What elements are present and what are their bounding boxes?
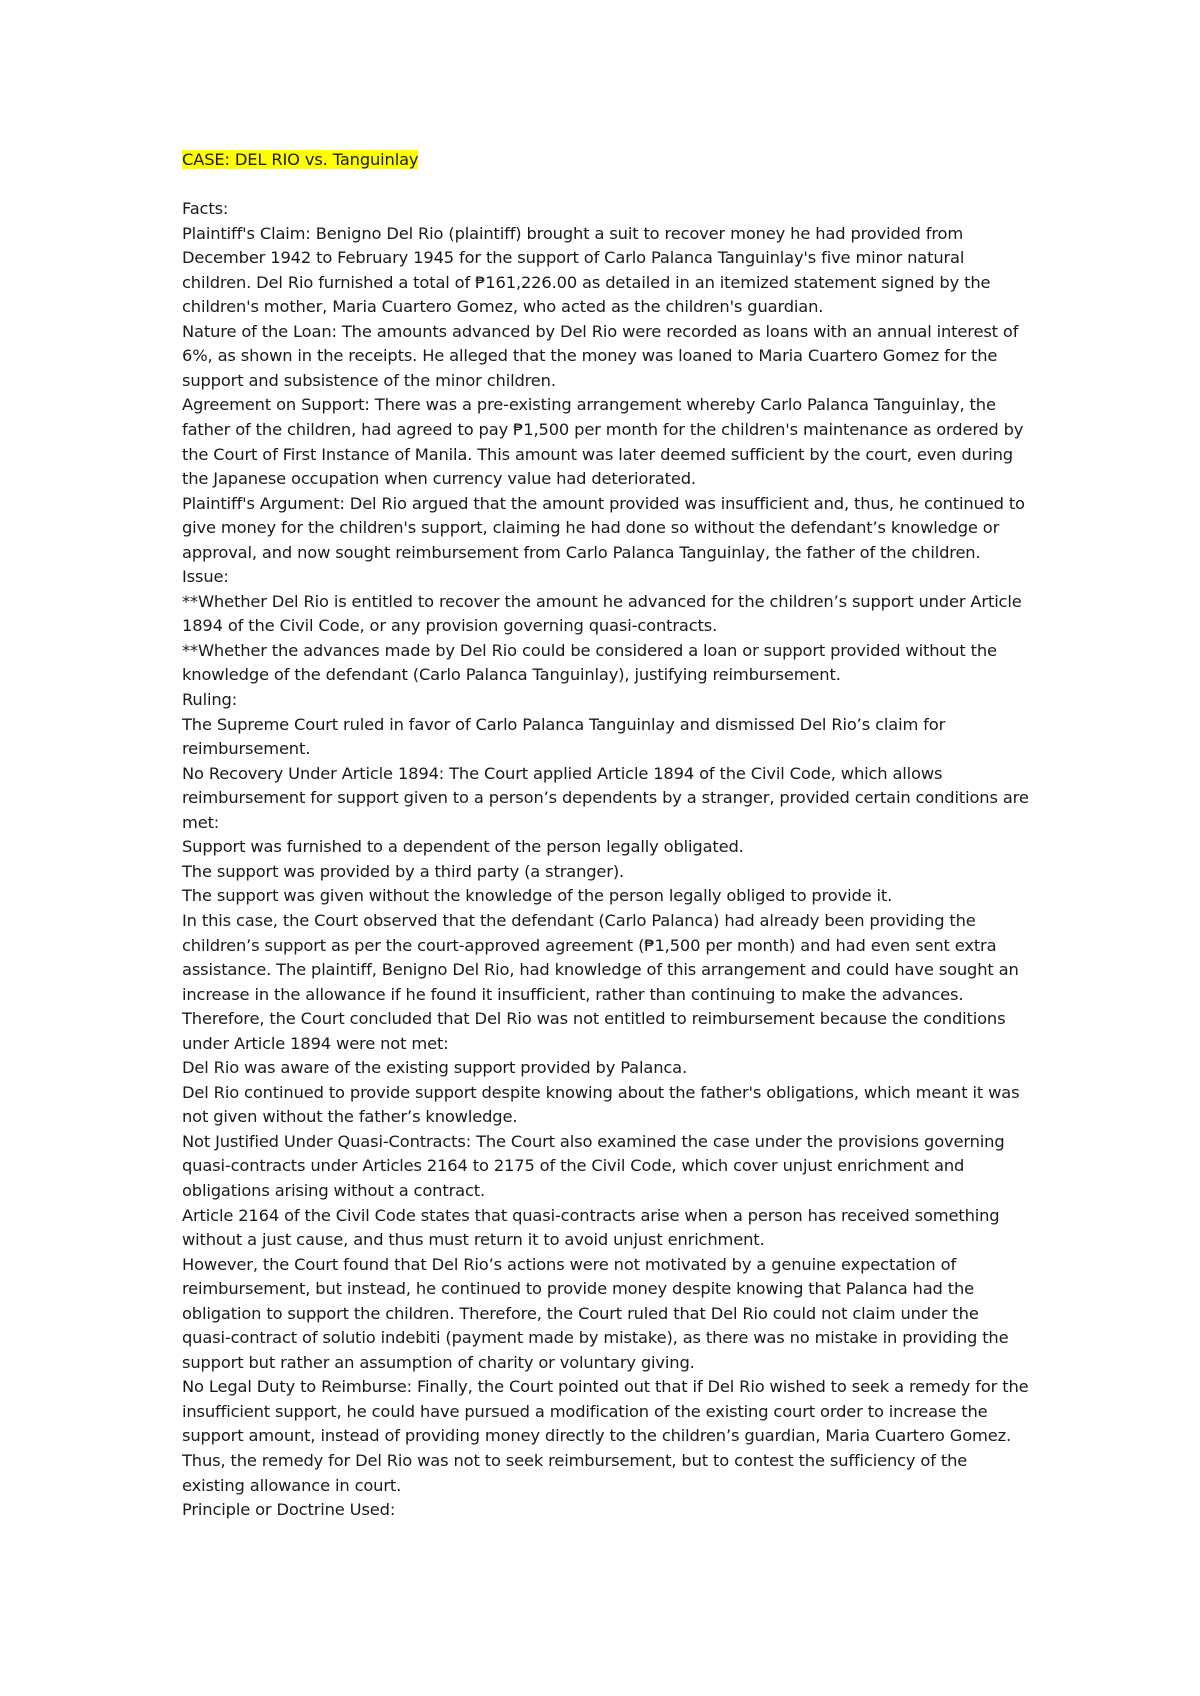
facts-heading: Facts: (182, 199, 229, 219)
document-body (182, 148, 1032, 1523)
document-title-line (182, 148, 1032, 173)
issue-heading: Issue: (182, 567, 229, 587)
paragraph-article-2164: Article 2164 of the Civil Code states that quasi-contracts arise when a person has received something without a just cause, and thus must return it to avoid unjust enrichment. (182, 1205, 1000, 1250)
conclusion-item: Del Rio was aware of the existing support provided by Palanca. (182, 1058, 688, 1078)
issue-item: **Whether Del Rio is entitled to recover the amount he advanced for the children’s support under Article 1894 of the Civil Code, or any provision governing quasi-contracts. (182, 591, 1022, 636)
paragraph-no-legal-duty: No Legal Duty to Reimburse: Finally, the Court pointed out that if Del Rio wished to seek a remedy for the insufficient support, he could have pursued a modification of the existing court order to increase the support amount, instead of providing money directly to the children’s guardian, Maria Cuartero Gomez. Thus, the remedy for Del Rio was not to seek reimbursement, but to contest the sufficiency of the existing allowance in court. (182, 1377, 1029, 1495)
document-title: CASE: DEL RIO vs. Tanguinlay (182, 150, 419, 169)
issue-item: **Whether the advances made by Del Rio could be considered a loan or support provided without the knowledge of the defendant (Carlo Palanca Tanguinlay), justifying reimbursement. (182, 640, 997, 685)
condition-item: The support was provided by a third party (a stranger). (182, 861, 625, 881)
paragraph-quasi-contracts: Not Justified Under Quasi-Contracts: The Court also examined the case under the provisions governing quasi-contracts under Articles 2164 to 2175 of the Civil Code, which cover unjust enrichment and obligations arising without a contract. (182, 1131, 1005, 1200)
paragraph-article-1894: No Recovery Under Article 1894: The Court applied Article 1894 of the Civil Code, which allows reimbursement for support given to a person’s dependents by a stranger, provided certain conditions are met: (182, 763, 1029, 832)
paragraph-court-finding: However, the Court found that Del Rio’s actions were not motivated by a genuine expectation of reimbursement, but instead, he continued to provide money despite knowing that Palanca had the obligation to support the children. Therefore, the Court ruled that Del Rio could not claim under the quasi-contract of solutio indebiti (payment made by mistake), as there was no mistake in providing the support but rather an assumption of charity or voluntary giving. (182, 1254, 1009, 1372)
paragraph-nature-of-loan: Nature of the Loan: The amounts advanced by Del Rio were recorded as loans with an annual interest of 6%, as shown in the receipts. He alleged that the money was loaned to Maria Cuartero Gomez for the support and subsistence of the minor children. (182, 321, 1019, 390)
condition-item: Support was furnished to a dependent of the person legally obligated. (182, 837, 744, 857)
paragraph-ruling-summary: The Supreme Court ruled in favor of Carlo Palanca Tanguinlay and dismissed Del Rio’s claim for reimbursement. (182, 714, 946, 759)
paragraph-court-observation: In this case, the Court observed that the defendant (Carlo Palanca) had already been providing the children’s support as per the court-approved agreement (₱1,500 per month) and had even sent extra assistance. The plaintiff, Benigno Del Rio, had knowledge of this arrangement and could have sought an increase in the allowance if he found it insufficient, rather than continuing to make the advances. (182, 910, 1019, 1004)
condition-item: The support was given without the knowledge of the person legally obliged to provide it. (182, 886, 893, 906)
paragraph-agreement-on-support: Agreement on Support: There was a pre-existing arrangement whereby Carlo Palanca Tanguinlay, the father of the children, had agreed to pay ₱1,500 per month for the children's maintenance as ordered by the Court of First Instance of Manila. This amount was later deemed sufficient by the court, even during the Japanese occupation when currency value had deteriorated. (182, 395, 1024, 489)
paragraph-plaintiffs-claim: Plaintiff's Claim: Benigno Del Rio (plaintiff) brought a suit to recover money he had provided from December 1942 to February 1945 for the support of Carlo Palanca Tanguinlay's five minor natural children. Del Rio furnished a total of ₱161,226.00 as detailed in an itemized statement signed by the children's mother, Maria Cuartero Gomez, who acted as the children's guardian. (182, 223, 991, 317)
conclusion-item: Del Rio continued to provide support despite knowing about the father's obligations, which meant it was not given without the father’s knowledge. (182, 1082, 1020, 1127)
blank-line (182, 173, 1032, 198)
paragraph-plaintiffs-argument: Plaintiff's Argument: Del Rio argued that the amount provided was insufficient and, thus, he continued to give money for the children's support, claiming he had done so without the defendant’s knowledge or approval, and now sought reimbursement from Carlo Palanca Tanguinlay, the father of the children. (182, 493, 1025, 562)
paragraph-court-conclusion: Therefore, the Court concluded that Del Rio was not entitled to reimbursement because the conditions under Article 1894 were not met: (182, 1009, 1006, 1053)
ruling-heading: Ruling: (182, 690, 238, 710)
principle-heading: Principle or Doctrine Used: (182, 1500, 396, 1520)
